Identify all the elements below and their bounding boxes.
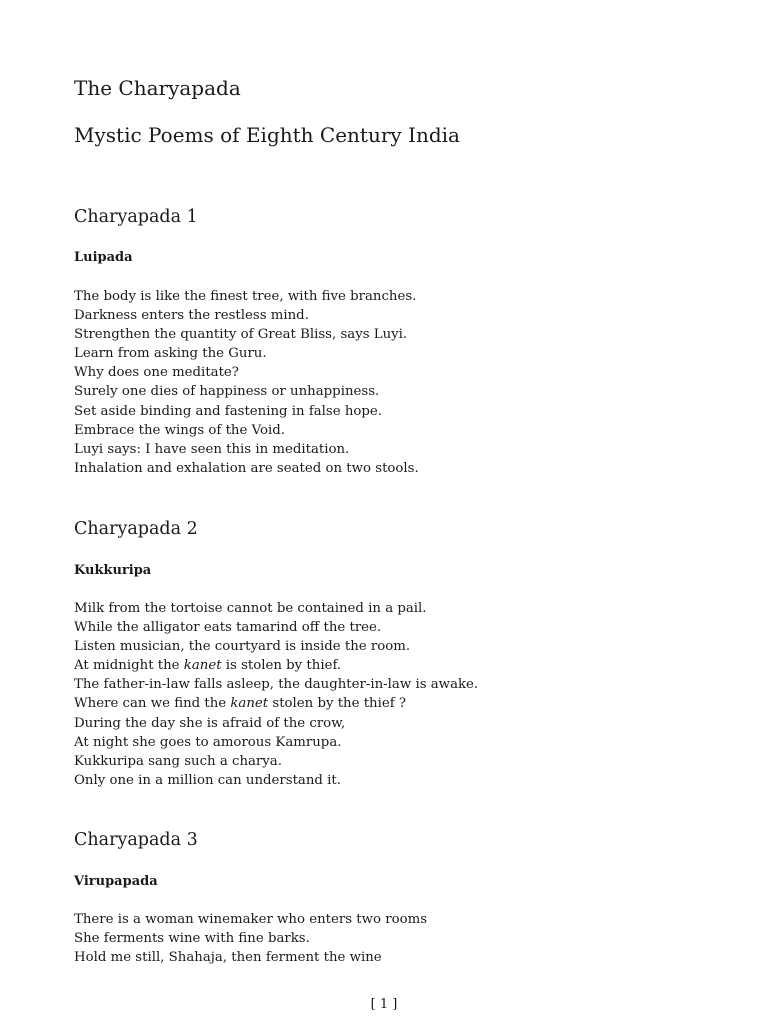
- verse-line: [74, 599, 478, 618]
- verse-text: Inhalation and exhalation are seated on two stools.: [74, 460, 419, 476]
- verse-line: [74, 714, 478, 733]
- verse-2: [74, 599, 478, 790]
- verse-line: [74, 694, 478, 713]
- verse-line: [74, 421, 419, 440]
- document-title: The Charyapada: [74, 76, 241, 100]
- verse-line: [74, 325, 419, 344]
- verse-text: Listen musician, the courtyard is inside the room.: [74, 639, 411, 655]
- verse-text: Surely one dies of happiness or unhappiness.: [74, 384, 380, 400]
- verse-text: Where can we find the: [74, 696, 231, 712]
- verse-line: [74, 363, 419, 382]
- verse-line: [74, 344, 419, 363]
- verse-line: [74, 440, 419, 459]
- verse-line: [74, 752, 478, 771]
- verse-line: [74, 618, 478, 637]
- verse-text: She ferments wine with fine barks.: [74, 931, 310, 947]
- section-author-1: Luipada: [74, 250, 133, 265]
- italic-term: kanet: [183, 658, 222, 674]
- verse-text: Why does one meditate?: [74, 365, 239, 381]
- verse-line: [74, 402, 419, 421]
- verse-text: While the alligator eats tamarind off the tree.: [74, 620, 382, 636]
- verse-text: is stolen by thief.: [221, 658, 342, 674]
- page-number: [ 1 ]: [370, 997, 398, 1012]
- verse-text: During the day she is afraid of the crow,: [74, 715, 346, 731]
- document-subtitle: Mystic Poems of Eighth Century India: [74, 123, 460, 147]
- section-heading-1: Charyapada 1: [74, 207, 198, 227]
- verse-line: [74, 306, 419, 325]
- verse-text: Darkness enters the restless mind.: [74, 308, 309, 324]
- section-heading-2: Charyapada 2: [74, 519, 198, 539]
- verse-line: [74, 733, 478, 752]
- verse-text: Milk from the tortoise cannot be contained in a pail.: [74, 601, 427, 616]
- verse-3: [74, 910, 427, 967]
- verse-text: At midnight the: [74, 658, 184, 674]
- verse-line: [74, 948, 427, 967]
- verse-text: At night she goes to amorous Kamrupa.: [74, 734, 342, 750]
- verse-line: [74, 771, 478, 790]
- italic-term: kanet: [230, 696, 269, 712]
- verse-line: [74, 656, 478, 675]
- verse-text: Only one in a million can understand it.: [74, 772, 341, 788]
- verse-text: Embrace the wings of the Void.: [74, 422, 285, 438]
- verse-line: [74, 929, 427, 948]
- verse-text: stolen by the thief ?: [268, 696, 407, 712]
- section-author-3: Virupapada: [74, 874, 158, 889]
- verse-text: Luyi says: I have seen this in meditation.: [74, 441, 350, 457]
- verse-text: Learn from asking the Guru.: [74, 346, 267, 362]
- verse-line: [74, 459, 419, 478]
- verse-text: Hold me still, Shahaja, then ferment the wine: [74, 950, 382, 966]
- verse-text: Set aside binding and fastening in false hope.: [74, 403, 383, 419]
- verse-line: [74, 675, 478, 694]
- section-author-2: Kukkuripa: [74, 563, 152, 578]
- verse-text: There is a woman winemaker who enters two rooms: [74, 912, 428, 927]
- verse-text: Kukkuripa sang such a charya.: [74, 753, 282, 769]
- verse-line: [74, 910, 427, 929]
- verse-1: [74, 287, 419, 478]
- verse-text: Strengthen the quantity of Great Bliss, says Luyi.: [74, 327, 408, 343]
- section-heading-3: Charyapada 3: [74, 830, 198, 850]
- verse-text: The body is like the finest tree, with five branches.: [74, 289, 417, 304]
- verse-text: The father-in-law falls asleep, the daughter-in-law is awake.: [74, 677, 479, 693]
- verse-line: [74, 287, 419, 306]
- verse-line: [74, 382, 419, 401]
- verse-line: [74, 637, 478, 656]
